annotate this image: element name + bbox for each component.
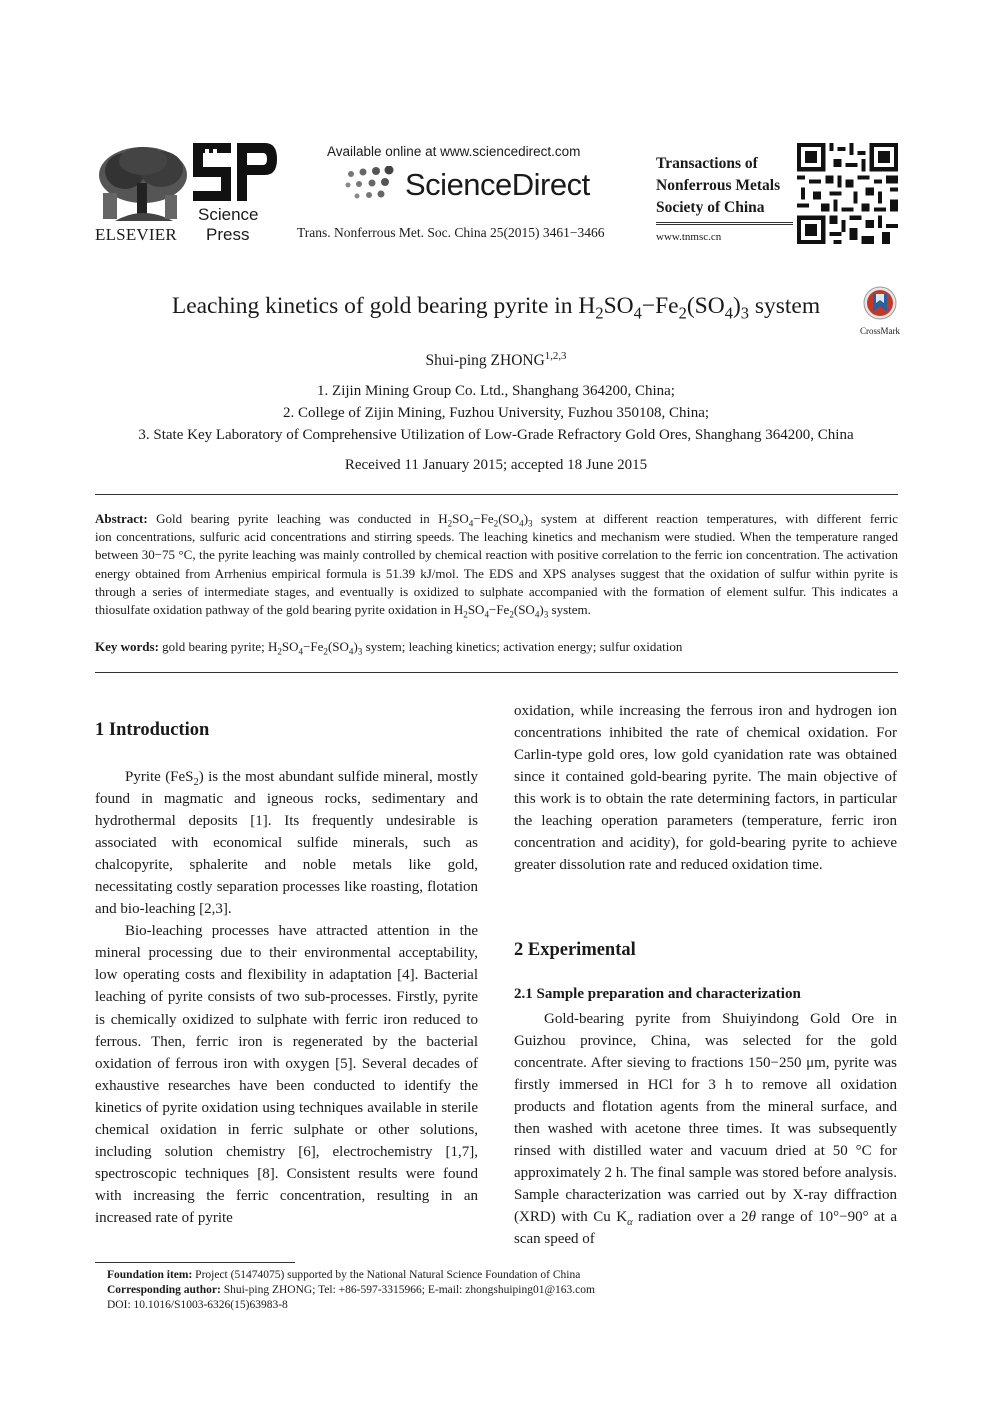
paper-title: [0, 293, 992, 323]
abstract-text: SO: [467, 602, 485, 618]
title-text: (SO: [686, 293, 725, 319]
elsevier-wordmark: ELSEVIER: [95, 225, 177, 244]
abstract-sub: 2: [493, 518, 499, 529]
title-sub: 2: [595, 303, 604, 323]
journal-rule: [656, 222, 793, 225]
available-online-text: Available online at www.sciencedirect.com: [327, 144, 581, 159]
section-heading-experimental: 2 Experimental: [514, 940, 636, 960]
title-sub: 4: [724, 303, 733, 323]
abstract-text: ): [539, 602, 544, 618]
title-text: ): [732, 293, 741, 319]
footnote-doi[interactable]: DOI: 10.1016/S1003-6326(15)63983-8: [107, 1299, 288, 1311]
affiliation-1: 1. Zijin Mining Group Co. Ltd., Shanghang 364200, China;: [317, 383, 675, 399]
journal-name-line: Society of China: [656, 199, 765, 216]
keywords-text: system; leaching kinetics; activation energy; sulfur oxidation: [362, 639, 683, 654]
journal-name-line: Transactions of: [656, 155, 758, 172]
keywords: [95, 638, 898, 656]
abstract-text: (SO: [498, 511, 520, 526]
science-press-text-2: Press: [206, 225, 250, 244]
divider-bottom: [95, 672, 898, 673]
abstract-text: (SO: [513, 602, 535, 618]
footnote-label: Foundation item:: [107, 1269, 193, 1281]
footnote-text: Shui-ping ZHONG; Tel: +86-597-3315966; E-mail: zhongshuiping01@163.com: [220, 1284, 595, 1296]
journal-url: www.tnmsc.cn: [656, 231, 722, 243]
crossmark-label: CrossMark: [860, 326, 900, 336]
title-sub: 4: [633, 303, 642, 323]
title-sub: 2: [678, 303, 687, 323]
paragraph-text: Gold-bearing pyrite from Shuiyindong Gold Ore in Guizhou province, China, was selected for the gold concentrate. After sieving to fractions 150−250 μm, pyrite was firstly immersed in HCl for 3 h to remove all oxidation products and flotation agents from the mineral surface, and then washed with acetone three times. It was subsequently rinsed with distilled water and vacuum dried at 50 °C for approximately 2 h. The final sample was stored before analysis. Sample characterization was carried out by X-ray diffraction (XRD) with Cu K: [514, 1011, 897, 1226]
subsection-heading-sample: 2.1 Sample preparation and characterization: [514, 986, 801, 1002]
intro-paragraph-continued: oxidation, while increasing the ferrous iron and hydrogen ion concentrations inhibited the rate of chemical oxidation. For Carlin-type gold ores, low gold cyanidation rate was obtained since it contained gold-bearing pyrite. The main objective of this work is to obtain the rate determining factors, in particular the leaching operation parameters (temperature, ferric iron concentration and acidity), for gold-bearing pyrite to achieve greater dissolution rate and reduced oxidation time.: [514, 703, 897, 874]
sciencedirect-dots-icon: [343, 166, 405, 204]
keywords-sub: 4: [298, 646, 304, 657]
keywords-text: (SO: [327, 639, 349, 654]
keywords-text: gold bearing pyrite; H: [158, 639, 278, 654]
sciencedirect-wordmark: ScienceDirect: [405, 167, 590, 202]
right-column-bottom: [514, 1008, 897, 1251]
abstract-text: Gold bearing pyrite leaching was conducted in H: [147, 511, 448, 526]
crossmark-button[interactable]: [858, 286, 902, 336]
keywords-text: ): [353, 639, 358, 654]
received-dates: Received 11 January 2015; accepted 18 June 2015: [344, 457, 648, 473]
divider-top: [95, 494, 898, 495]
science-press-text-1: Science: [198, 205, 259, 224]
abstract-sub: 2: [463, 609, 468, 620]
paragraph-text: radiation over a 2: [632, 1209, 749, 1226]
abstract-sub: 4: [468, 518, 474, 529]
abstract-sub: 3: [528, 518, 533, 529]
intro-paragraph-1: [95, 766, 478, 920]
affiliation-2: 2. College of Zijin Mining, Fuzhou University, Fuzhou 350108, China;: [282, 405, 710, 421]
abstract-text: ): [523, 511, 529, 526]
abstract: [95, 510, 898, 619]
journal-name-block: [656, 153, 780, 219]
abstract-text: system.: [548, 602, 591, 618]
abstract-sub: 2: [509, 609, 514, 620]
title-text: Leaching kinetics of gold bearing pyrite in H: [171, 293, 596, 319]
keywords-sub: 4: [348, 646, 354, 657]
qr-code-icon: [797, 143, 898, 244]
footnote-corresponding: [107, 1283, 595, 1297]
author-affil-sup: 1,2,3: [544, 349, 567, 362]
abstract-sub: 4: [534, 609, 540, 620]
title-text: −Fe: [641, 293, 679, 319]
paragraph-symbol: θ: [748, 1209, 756, 1226]
footnote-rule: [95, 1262, 295, 1263]
journal-citation: Trans. Nonferrous Met. Soc. China 25(2015) 3461−3466: [297, 225, 605, 240]
title-sub: 3: [740, 303, 749, 323]
keywords-text: −Fe: [303, 639, 324, 654]
section-heading-introduction: 1 Introduction: [95, 720, 210, 740]
author-line: [0, 349, 992, 370]
footnote-label: Corresponding author:: [107, 1284, 221, 1296]
keywords-sub: 3: [357, 646, 363, 657]
keywords-label: Key words:: [95, 639, 159, 654]
right-column-top: [514, 700, 897, 876]
abstract-text: SO: [452, 511, 469, 526]
science-press-logo: [193, 143, 278, 205]
paragraph-sub: α: [627, 1217, 633, 1229]
abstract-text: −Fe: [488, 602, 510, 618]
keywords-text: SO: [281, 639, 299, 654]
journal-name-line: Nonferrous Metals: [656, 177, 781, 194]
paragraph-sub: 2: [193, 777, 199, 788]
footnote-foundation: [107, 1268, 580, 1282]
abstract-text: −Fe: [473, 511, 494, 526]
author-name: Shui-ping ZHONG: [425, 352, 545, 369]
experimental-paragraph-1: [514, 1008, 897, 1251]
abstract-text: system at different reaction temperatures, with different ferric ion concentrations, sulfuric acid concentrations and stirring speeds. The leaching kinetics and mechanism were studied. When the temperature ranged between 30−75 °C, the pyrite leaching was mainly controlled by chemical reaction with positive correlation to the ferric ion concentration. The activation energy obtained from Arrhenius empirical formula is 51.39 kJ/mol. The EDS and XPS analyses suggest that the oxidation of sulfur within pyrite is through a series of intermediate stages, and eventually is oxidized to sulphate accompanied with the formation of element sulfur. This indicates a thiosulfate oxidation pathway of the gold bearing pyrite oxidation in H: [95, 511, 898, 618]
intro-paragraph-2: Bio-leaching processes have attracted attention in the mineral processing due to their environmental acceptability, low operating costs and flexibility in adaptation [4]. Bacterial leaching of pyrite consists of two sub-processes. Firstly, pyrite is chemically oxidized to sulphate with ferric iron reduced to ferrous. Then, ferric iron is regenerated by the bacterial oxidation of ferrous iron with oxygen [5]. Several decades of exhaustive researches have been conducted to identify the kinetics of pyrite oxidation using techniques available in sterile chemical oxidation in ferric sulphate or other solutions, including solution chemistry [6], electrochemistry [1,7], spectroscopic techniques [8]. Consistent results were found with increasing the ferric concentration, resulting in an increased rate of pyrite: [95, 923, 478, 1226]
abstract-sub: 4: [519, 518, 524, 529]
left-column: [95, 766, 478, 1229]
paragraph-text: range of 10°−90° at a scan speed of: [514, 1209, 898, 1248]
title-text: SO: [603, 293, 634, 319]
keywords-sub: 2: [323, 646, 328, 657]
keywords-sub: 2: [277, 646, 282, 657]
abstract-sub: 4: [484, 609, 489, 620]
paragraph-text: ) is the most abundant sulfide mineral, mostly found in magmatic and igneous rocks, sedimentary and hydrothermal deposits [1]. Its frequently undesirable is associated with economical sulfide minerals, such as chalcopyrite, sphalerite and noble metals like gold, necessitating costly separation processes like roasting, flotation and bio-leaching [2,3].: [95, 769, 478, 918]
abstract-sub: 2: [447, 518, 453, 529]
title-text: system: [748, 293, 821, 319]
abstract-sub: 3: [543, 609, 549, 620]
footnote-text: Project (51474075) supported by the National Natural Science Foundation of China: [192, 1269, 581, 1281]
abstract-label: Abstract:: [95, 511, 148, 526]
crossmark-icon: [858, 286, 902, 322]
affiliation-3: 3. State Key Laboratory of Comprehensive Utilization of Low-Grade Refractory Gold Ores, Shanghang 364200, China: [138, 427, 854, 443]
paragraph-text: Pyrite (FeS: [125, 769, 194, 785]
